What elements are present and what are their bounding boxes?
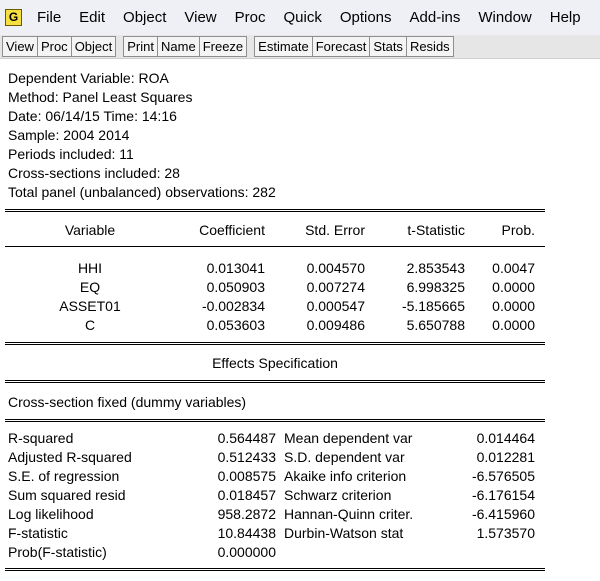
t-statistic-value: 2.853543 xyxy=(406,260,465,276)
stat-label: Log likelihood xyxy=(8,506,94,522)
stat-label: F-statistic xyxy=(8,525,68,541)
print-button[interactable]: Print xyxy=(123,36,158,57)
std-error-value: 0.009486 xyxy=(306,317,365,333)
menu-add-ins[interactable]: Add-ins xyxy=(409,9,461,26)
coefficient-value: 0.050903 xyxy=(206,279,265,295)
stat-label: Durbin-Watson stat xyxy=(284,525,404,541)
divider xyxy=(5,568,545,571)
stat-label: S.D. dependent var xyxy=(284,449,405,465)
forecast-button[interactable]: Forecast xyxy=(312,36,371,57)
stat-value: 0.512433 xyxy=(217,449,276,465)
stat-label: Schwarz criterion xyxy=(284,487,392,503)
divider xyxy=(5,246,545,247)
stat-value: -6.176154 xyxy=(471,487,535,503)
dependent-variable: Dependent Variable: ROA xyxy=(8,70,169,86)
effects-specification-title: Effects Specification xyxy=(212,355,338,371)
divider xyxy=(5,209,545,212)
date-time: Date: 06/14/15 Time: 14:16 xyxy=(8,108,177,124)
col-header-t-statistic: t-Statistic xyxy=(407,222,465,238)
stat-value: 0.564487 xyxy=(217,430,276,446)
method: Method: Panel Least Squares xyxy=(8,89,193,105)
std-error-value: 0.004570 xyxy=(306,260,365,276)
prob-value: 0.0000 xyxy=(492,298,535,314)
col-header-coefficient: Coefficient xyxy=(199,222,265,238)
prob-value: 0.0000 xyxy=(492,279,535,295)
divider xyxy=(5,342,545,345)
std-error-value: 0.007274 xyxy=(306,279,365,295)
col-header-std-error: Std. Error xyxy=(305,222,365,238)
prob-value: 0.0000 xyxy=(492,317,535,333)
t-statistic-value: 5.650788 xyxy=(406,317,465,333)
periods-included: Periods included: 11 xyxy=(8,146,134,162)
menu-window[interactable]: Window xyxy=(478,9,532,26)
t-statistic-value: 6.998325 xyxy=(406,279,465,295)
freeze-button[interactable]: Freeze xyxy=(199,36,247,57)
menu-edit[interactable]: Edit xyxy=(79,9,106,26)
std-error-value: 0.000547 xyxy=(306,298,365,314)
variable-name: EQ xyxy=(79,279,101,295)
stat-label: Akaike info criterion xyxy=(284,468,407,484)
variable-name: HHI xyxy=(77,260,103,276)
prob-value: 0.0047 xyxy=(492,260,535,276)
cross-section-fixed: Cross-section fixed (dummy variables) xyxy=(8,394,247,410)
t-statistic-value: -5.185665 xyxy=(401,298,465,314)
stat-value: 0.000000 xyxy=(217,544,276,560)
menu-help[interactable]: Help xyxy=(549,9,581,26)
stat-label: R-squared xyxy=(8,430,74,446)
coefficient-value: 0.053603 xyxy=(206,317,265,333)
stats-button[interactable]: Stats xyxy=(369,36,407,57)
coefficient-value: 0.013041 xyxy=(206,260,265,276)
toolbar-group-object xyxy=(2,36,115,57)
stat-value: 0.008575 xyxy=(217,468,276,484)
stat-value: -6.576505 xyxy=(471,468,535,484)
stat-value: 0.014464 xyxy=(476,430,535,446)
proc-button[interactable]: Proc xyxy=(37,36,72,57)
total-observations: Total panel (unbalanced) observations: 282 xyxy=(8,184,276,200)
estimation-output xyxy=(0,60,600,581)
cross-sections-included: Cross-sections included: 28 xyxy=(8,165,180,181)
coefficient-value: -0.002834 xyxy=(201,298,265,314)
menu-quick[interactable]: Quick xyxy=(283,9,322,26)
stat-value: -6.415960 xyxy=(471,506,535,522)
menu-object[interactable]: Object xyxy=(123,9,167,26)
estimate-button[interactable]: Estimate xyxy=(254,36,313,57)
variable-name: ASSET01 xyxy=(59,298,121,314)
stat-label: S.E. of regression xyxy=(8,468,120,484)
divider xyxy=(5,380,545,383)
stat-label: Prob(F-statistic) xyxy=(8,544,107,560)
toolbar-group-estimate xyxy=(254,36,453,57)
stat-value: 0.012281 xyxy=(476,449,535,465)
divider xyxy=(5,419,545,422)
stat-label: Adjusted R-squared xyxy=(8,449,132,465)
stat-value: 958.2872 xyxy=(217,506,276,522)
toolbar-group-print xyxy=(123,36,246,57)
stat-label: Sum squared resid xyxy=(8,487,126,503)
view-button[interactable]: View xyxy=(2,36,38,57)
stat-value: 10.84438 xyxy=(217,525,276,541)
sample: Sample: 2004 2014 xyxy=(8,127,130,143)
menu-view[interactable]: View xyxy=(184,9,217,26)
stat-value: 1.573570 xyxy=(476,525,535,541)
stat-value: 0.018457 xyxy=(217,487,276,503)
menu-file[interactable]: File xyxy=(37,9,62,26)
stat-label: Mean dependent var xyxy=(284,430,413,446)
variable-name: C xyxy=(84,317,96,333)
resids-button[interactable]: Resids xyxy=(406,36,454,57)
eviews-app-icon[interactable]: G xyxy=(5,9,22,26)
col-header-variable: Variable xyxy=(64,222,116,238)
menu-proc[interactable]: Proc xyxy=(234,9,266,26)
object-button[interactable]: Object xyxy=(71,36,117,57)
equation-toolbar xyxy=(0,35,600,59)
name-button[interactable]: Name xyxy=(157,36,200,57)
stat-label: Hannan-Quinn criter. xyxy=(284,506,414,522)
col-header-prob: Prob. xyxy=(501,222,535,238)
menu-options[interactable]: Options xyxy=(339,9,392,26)
menu-bar xyxy=(0,0,600,35)
